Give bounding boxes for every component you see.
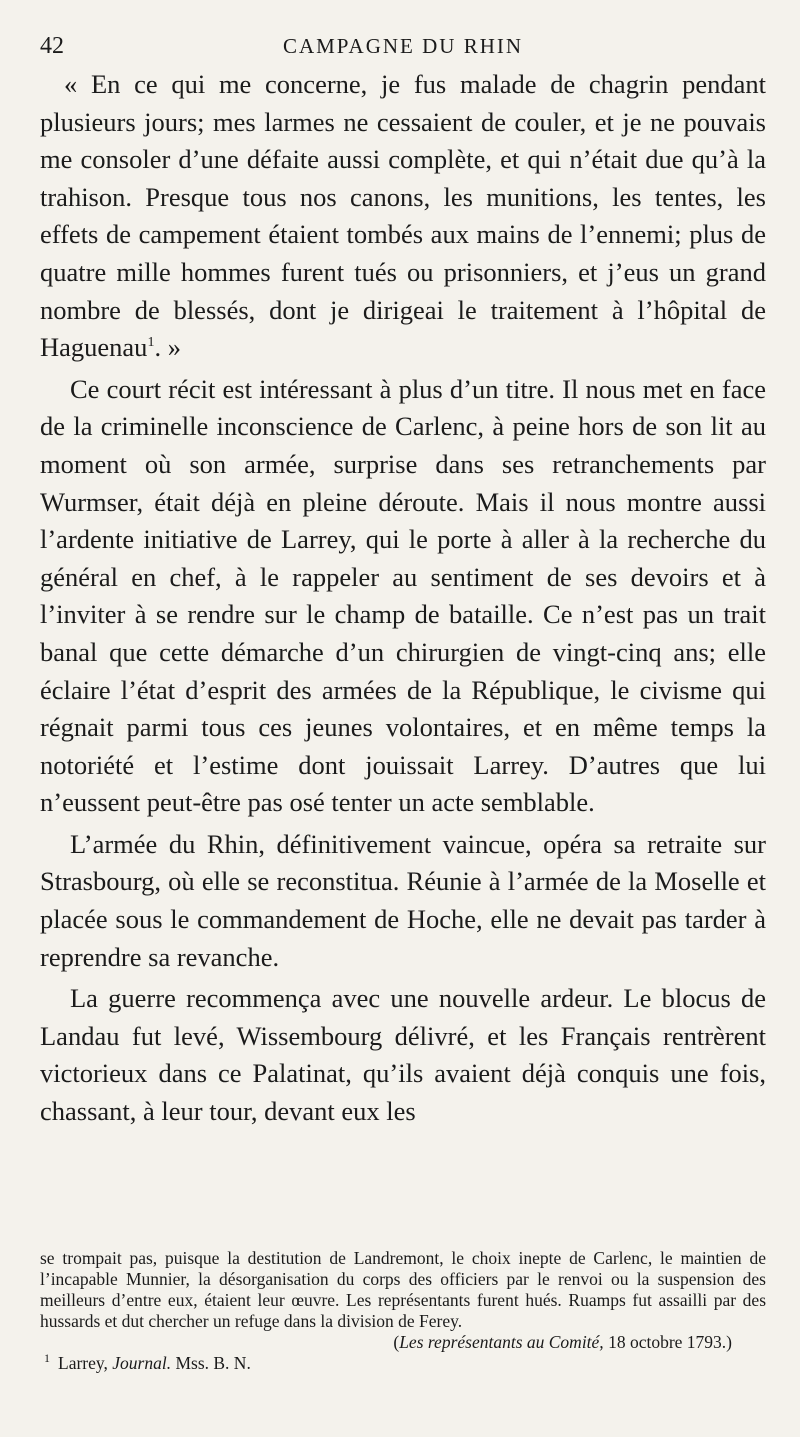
quote-close-mark: . » (154, 332, 181, 363)
quote-open-mark: « (64, 69, 78, 99)
footnote-marker: 1 (44, 1351, 50, 1366)
footnote-reference: 1 (147, 335, 155, 351)
source-open: ( (393, 1332, 400, 1352)
footnote-continuation: se trompait pas, puisque la destitution de Landremont, le choix inepte de Carlenc, le maintien de l’incapable Munnier, la désorganisation du corps des officiers par le renvoi ou la suspension des meilleurs d’entre eux, étaient leur œuvre. Les représentants furent hués. Ruamps fut assailli par des hussards et dut chercher un refuge dans la division de Ferey. (40, 1248, 766, 1331)
paragraph-quote (40, 66, 766, 367)
footnote-author: Larrey, (58, 1353, 113, 1373)
footnotes (40, 1248, 766, 1374)
page-number: 42 (40, 33, 64, 59)
running-title: CAMPAGNE DU RHIN (282, 34, 524, 58)
footnote-source (40, 1332, 766, 1353)
main-text (40, 66, 766, 1131)
footnote-ref: Mss. B. N. (171, 1353, 251, 1373)
footnote-1 (40, 1353, 766, 1374)
paragraph: L’armée du Rhin, définitivement vaincue, opéra sa retraite sur Strasbourg, où elle se reconstitua. Réunie à l’armée de la Moselle et placée sous le commandement de Hoche, elle ne devait pas tarder à reprendre sa revanche. (40, 828, 766, 972)
source-date: 18 octobre 1793.) (603, 1332, 732, 1352)
footnote-title: Journal. (112, 1353, 172, 1373)
running-head (40, 28, 766, 64)
paragraph: La guerre recommença avec une nouvelle ardeur. Le blocus de Landau fut levé, Wissembourg délivré, et les Français rentrèrent victorieux dans ce Palatinat, qu’ils avaient déjà conquis une fois, chassant, à leur tour, devant eux les (40, 983, 766, 1127)
paragraph: Ce court récit est intéressant à plus d’un titre. Il nous met en face de la criminelle inconscience de Carlenc, à peine hors de son lit au moment où son armée, surprise dans ses retranchements par Wurmser, était déjà en pleine déroute. Mais il nous montre aussi l’ardente initiative de Larrey, qui le porte à aller à la recherche du général en chef, à le rappeler au sentiment de ses devoirs et à l’inviter à se rendre sur le champ de bataille. Ce n’est pas un trait banal que cette démarche d’un chirurgien de vingt-cinq ans; elle éclaire l’état d’esprit des armées de la République, le civisme qui régnait parmi tous ces jeunes volontaires, et en même temps la notoriété et l’estime dont jouissait Larrey. D’autres que lui n’eussent peut-être pas osé tenter un acte semblable. (40, 373, 766, 818)
source-title: Les représentants au Comité, (399, 1332, 604, 1352)
paragraph-text: En ce qui me concerne, je fus malade de chagrin pendant plusieurs jours; mes larmes ne cessaient de couler, et je ne pouvais me consoler d’une défaite aussi complète, et qui n’était due qu’à la trahison. Presque tous nos canons, les munitions, les tentes, les effets de campement étaient tombés aux mains de l’ennemi; plus de quatre mille hommes furent tués ou prisonniers, et j’eus un grand nombre de blessés, dont je dirigeai le traitement à l’hôpital de Haguenau (40, 69, 766, 363)
